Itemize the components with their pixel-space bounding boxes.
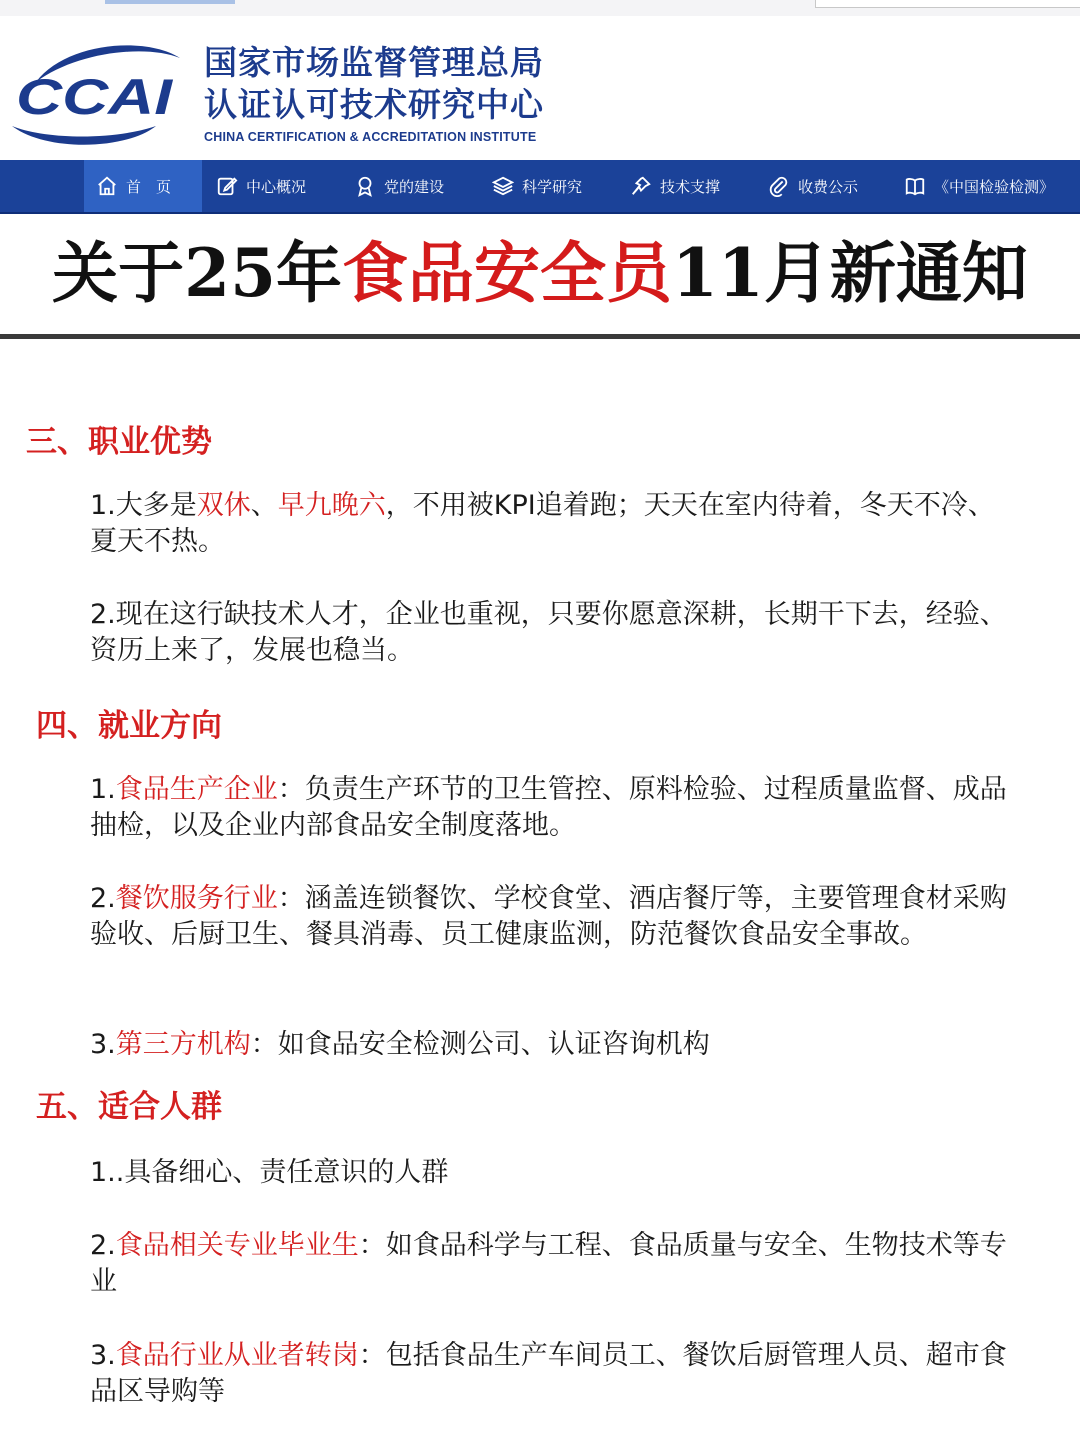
headline-part1: 关于25年	[52, 234, 342, 312]
paperclip-icon	[768, 175, 790, 197]
notice-headline	[0, 218, 1080, 339]
nav-item-journal[interactable]	[904, 160, 1054, 212]
employment-item-3: 3.第三方机构：如食品安全检测公司、认证咨询机构	[90, 1029, 710, 1060]
search-box-edge[interactable]	[815, 0, 1080, 8]
main-nav	[0, 160, 1080, 214]
advantage-item-1: 1.大多是双休、早九晚六，不用被KPI追着跑；天天在室内待着，冬天不冷、夏天不热。	[90, 490, 995, 557]
nav-label: 《中国检验检测》	[934, 177, 1055, 196]
active-tab-highlight[interactable]	[105, 0, 235, 4]
headline-highlight: 食品安全员	[342, 234, 672, 312]
browser-top-strip	[0, 0, 1080, 16]
nav-item-research[interactable]	[492, 160, 582, 212]
nav-label: 收费公示	[798, 177, 859, 196]
audience-item-3: 3.食品行业从业者转岗：包括食品生产车间员工、餐饮后厨管理人员、超市食品区导购等	[90, 1340, 1007, 1407]
nav-item-fees[interactable]	[768, 160, 858, 212]
badge-icon	[354, 175, 376, 197]
nav-label: 技术支撑	[660, 177, 721, 196]
edit-icon	[216, 175, 238, 197]
audience-item-1: 1..具备细心、责任意识的人群	[90, 1157, 449, 1188]
ccai-logo[interactable]	[6, 30, 186, 150]
section-title-audience: 五、适合人群	[36, 1089, 222, 1125]
nav-label: 中心概况	[246, 177, 307, 196]
org-name-en: CHINA CERTIFICATION & ACCREDITATION INSTITUTE	[204, 130, 537, 144]
site-header	[0, 16, 1080, 160]
employment-item-2: 2.餐饮服务行业：涵盖连锁餐饮、学校食堂、酒店餐厅等，主要管理食材采购验收、后厨卫生、餐具消毒、员工健康监测，防范餐饮食品安全事故。	[90, 883, 1007, 950]
book-icon	[904, 175, 926, 197]
nav-item-home[interactable]	[84, 160, 202, 212]
section-title-advantages: 三、职业优势	[26, 424, 212, 460]
layers-icon	[492, 175, 514, 197]
nav-label: 科学研究	[522, 177, 583, 196]
org-name	[204, 42, 544, 144]
org-name-line1: 国家市场监督管理总局	[204, 43, 544, 82]
home-icon	[96, 175, 118, 197]
pin-icon	[630, 175, 652, 197]
org-name-line2: 认证认可技术研究中心	[204, 85, 544, 124]
section-title-employment: 四、就业方向	[36, 708, 222, 744]
nav-item-about[interactable]	[216, 160, 306, 212]
audience-item-2: 2.食品相关专业毕业生：如食品科学与工程、食品质量与安全、生物技术等专业	[90, 1230, 1007, 1297]
advantage-item-2: 2.现在这行缺技术人才，企业也重视，只要你愿意深耕，长期干下去，经验、资历上来了，发展也稳当。	[90, 599, 1007, 666]
logo-text: CCAI	[16, 69, 174, 125]
nav-item-support[interactable]	[630, 160, 720, 212]
headline-part3: 11月新通知	[672, 234, 1028, 312]
employment-item-1: 1.食品生产企业：负责生产环节的卫生管控、原料检验、过程质量监督、成品抽检，以及企业内部食品安全制度落地。	[90, 774, 1007, 841]
nav-item-party[interactable]	[354, 160, 444, 212]
nav-label: 首 页	[126, 177, 172, 196]
nav-label: 党的建设	[384, 177, 445, 196]
